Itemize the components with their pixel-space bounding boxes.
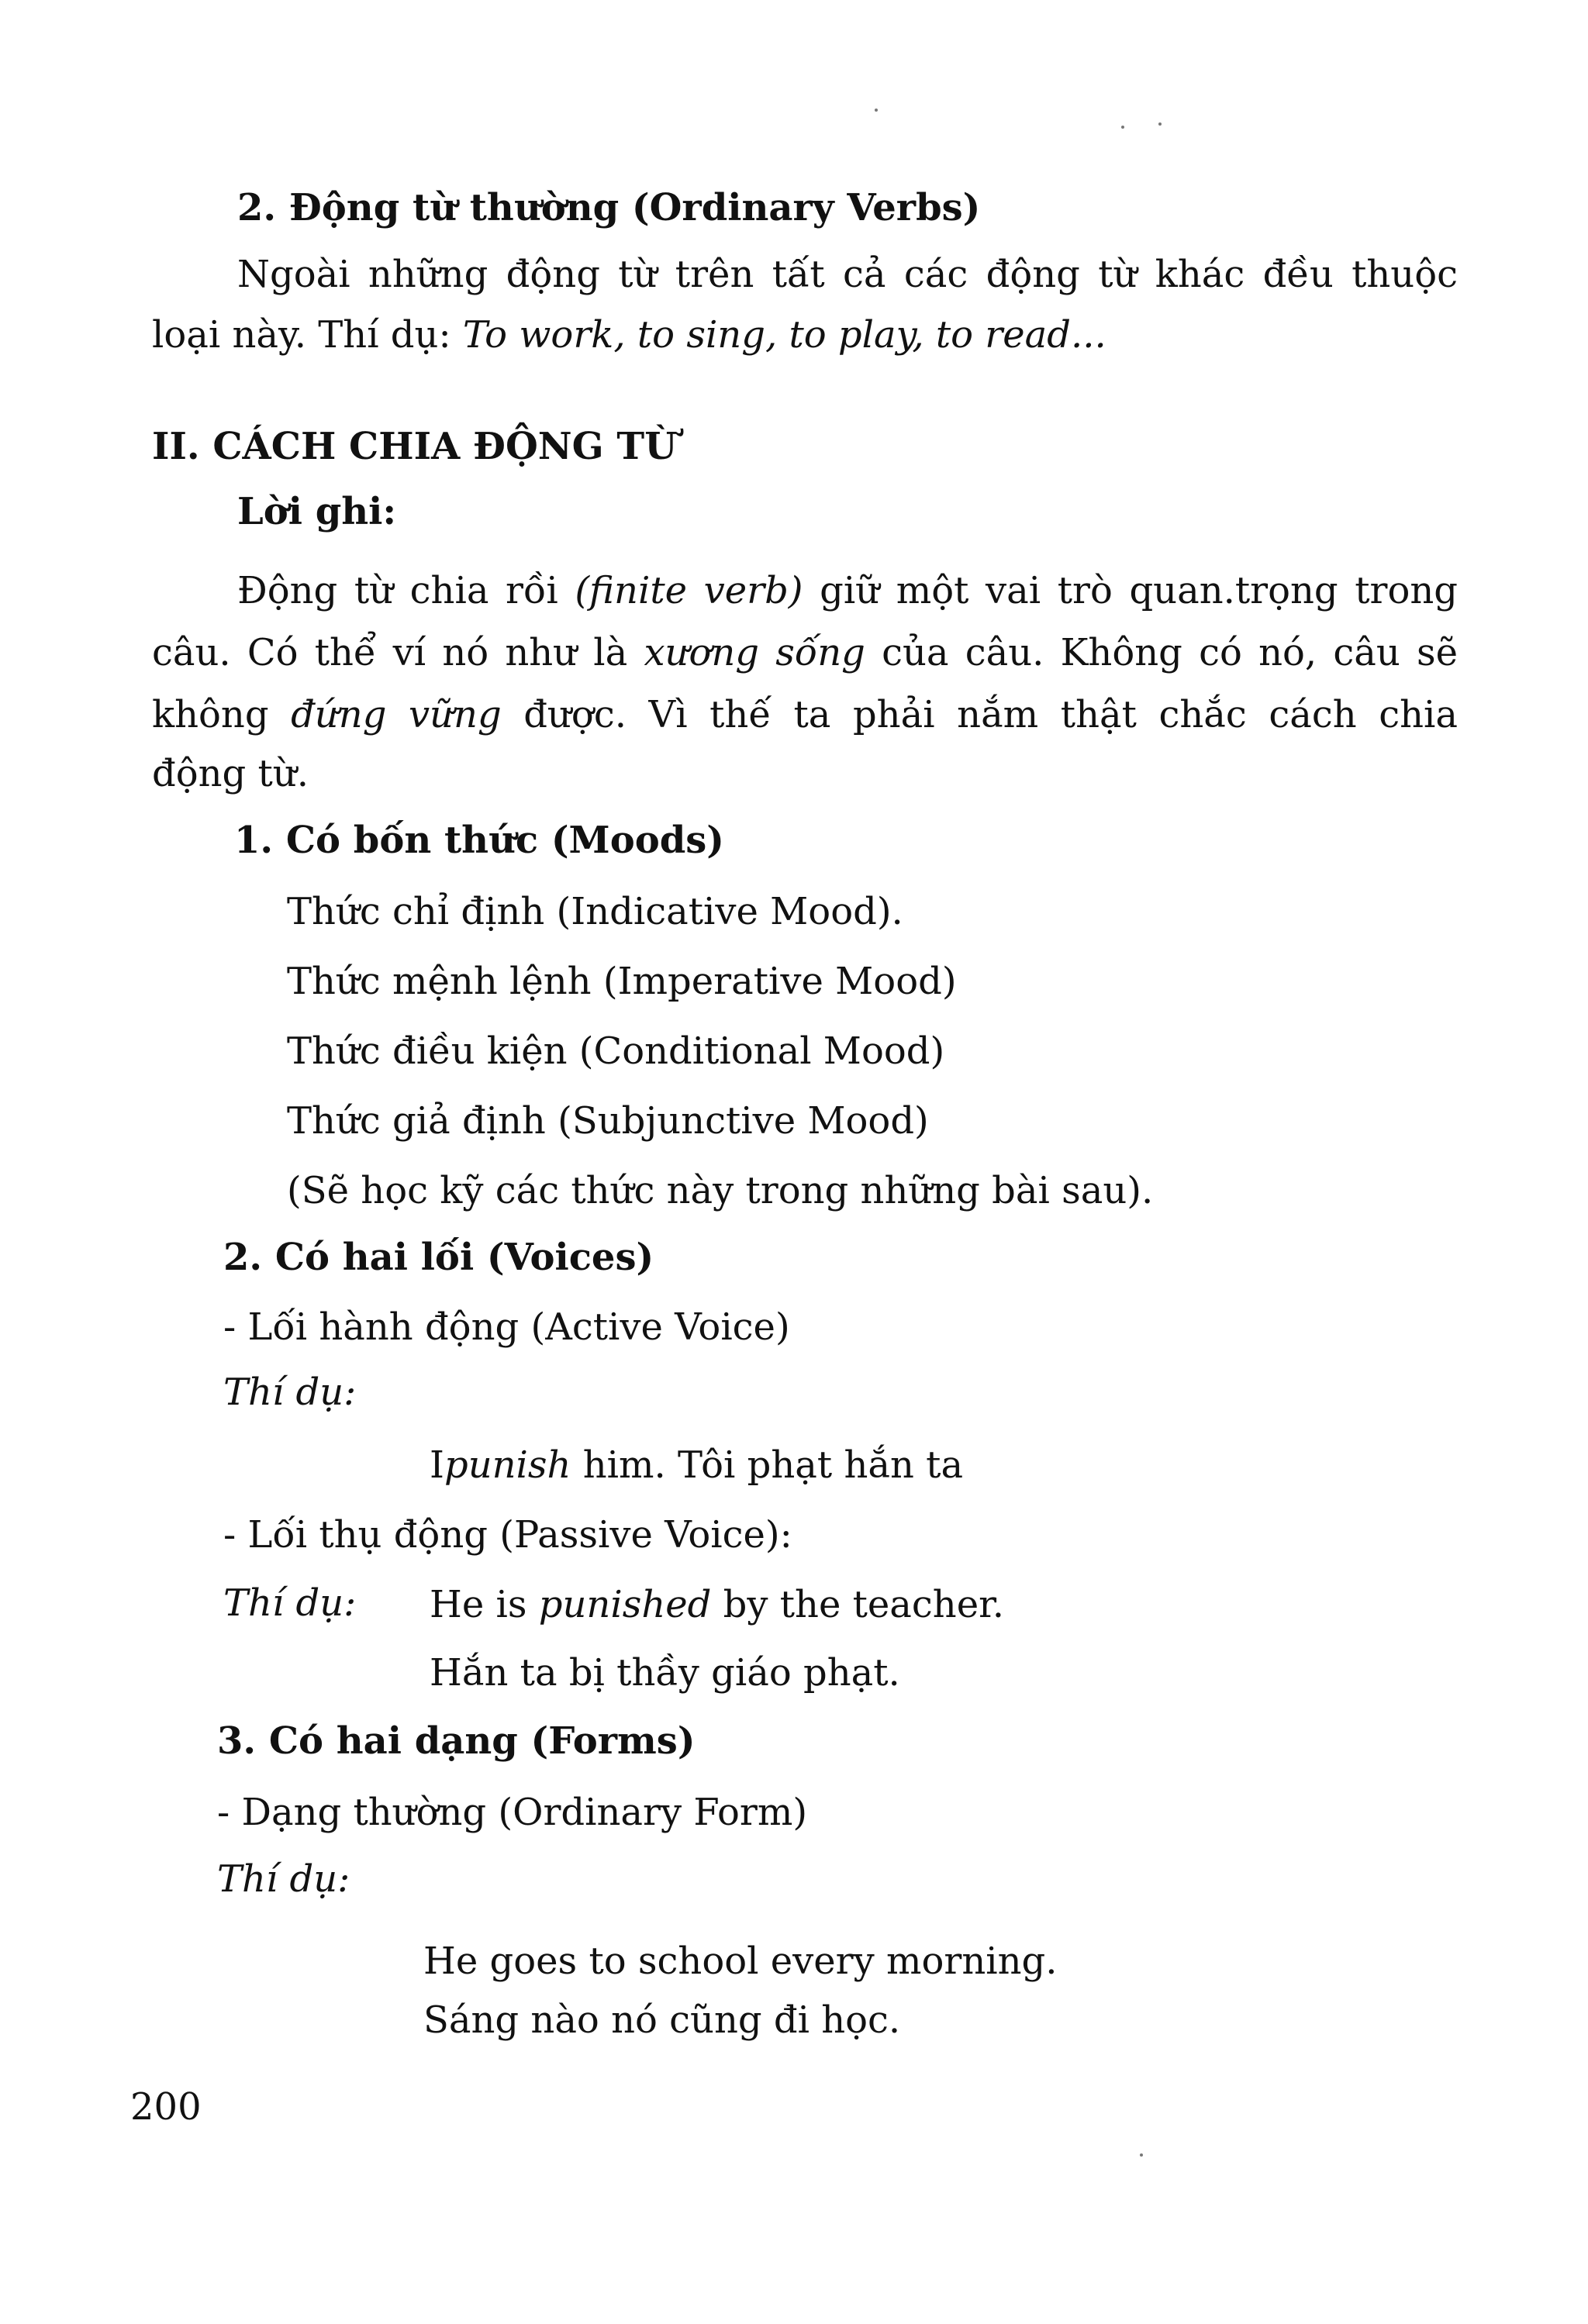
text-span: loại này. Thí dụ:	[152, 313, 451, 357]
mood-item: Thức giả định (Subjunctive Mood)	[287, 1099, 929, 1143]
italic-term: (finite verb)	[575, 569, 803, 612]
example-label: Thí dụ:	[217, 1857, 350, 1901]
paragraph-line	[152, 313, 1106, 358]
example-sentence	[430, 1443, 963, 1488]
mood-item: Thức chỉ định (Indicative Mood).	[287, 890, 903, 933]
scan-speck	[1140, 2153, 1143, 2157]
text-span: Động từ chia rồi	[237, 569, 558, 612]
example-sentence: He goes to school every morning.	[423, 1940, 1058, 1983]
text-span: I	[430, 1443, 444, 1487]
text-span: được. Vì thế ta phải nắm thật chắc cách chia	[523, 693, 1459, 736]
subheading-forms: 3. Có hai dạng (Forms)	[217, 1719, 696, 1763]
page-number: 200	[130, 2085, 202, 2129]
italic-term: đứng vững	[291, 693, 502, 736]
section-heading-ordinary-verbs: 2. Động từ thường (Ordinary Verbs)	[237, 186, 981, 229]
voice-item-passive: - Lối thụ động (Passive Voice):	[223, 1513, 792, 1557]
form-item-ordinary: - Dạng thường (Ordinary Form)	[217, 1791, 808, 1834]
scan-speck	[1158, 122, 1162, 126]
paragraph-line: động từ.	[152, 752, 309, 795]
part-heading: II. CÁCH CHIA ĐỘNG TỪ	[152, 425, 677, 468]
paragraph-line: Ngoài những động từ trên tất cả các động từ khác đều thuộc	[237, 253, 1458, 296]
text-span: giữ một vai trò quan.trọng trong	[820, 569, 1459, 612]
example-label: Thí dụ:	[223, 1581, 357, 1625]
example-translation: Sáng nào nó cũng đi học.	[423, 1998, 901, 2042]
text-span: He is	[430, 1583, 527, 1626]
italic-verb: punish	[444, 1443, 571, 1487]
example-sentence	[430, 1583, 1004, 1628]
text-span: by the teacher.	[723, 1583, 1005, 1626]
mood-item: Thức mệnh lệnh (Imperative Mood)	[287, 960, 957, 1003]
example-verbs: To work, to sing, to play, to read...	[462, 313, 1106, 357]
paragraph-line	[152, 693, 1458, 738]
scan-speck	[1121, 126, 1124, 129]
text-span: him. Tôi phạt hắn ta	[582, 1443, 964, 1487]
example-label: Thí dụ:	[223, 1371, 357, 1414]
mood-item: Thức điều kiện (Conditional Mood)	[287, 1029, 945, 1073]
note-label: Lời ghi:	[237, 490, 397, 533]
text-span: không	[152, 693, 269, 736]
scan-speck	[875, 109, 878, 112]
subheading-moods: 1. Có bốn thức (Moods)	[234, 819, 725, 862]
text-span: câu. Có thể ví nó như là	[152, 631, 628, 674]
italic-term: xương sống	[644, 631, 865, 674]
text-span: của câu. Không có nó, câu sẽ	[882, 631, 1459, 674]
mood-note: (Sẽ học kỹ các thức này trong những bài sau).	[287, 1169, 1154, 1212]
voice-item-active: - Lối hành động (Active Voice)	[223, 1305, 790, 1349]
italic-verb: punished	[538, 1583, 712, 1626]
paragraph-line	[237, 569, 1458, 614]
example-translation: Hắn ta bị thầy giáo phạt.	[430, 1651, 900, 1695]
paragraph-line	[152, 631, 1458, 676]
subheading-voices: 2. Có hai lối (Voices)	[223, 1236, 654, 1279]
